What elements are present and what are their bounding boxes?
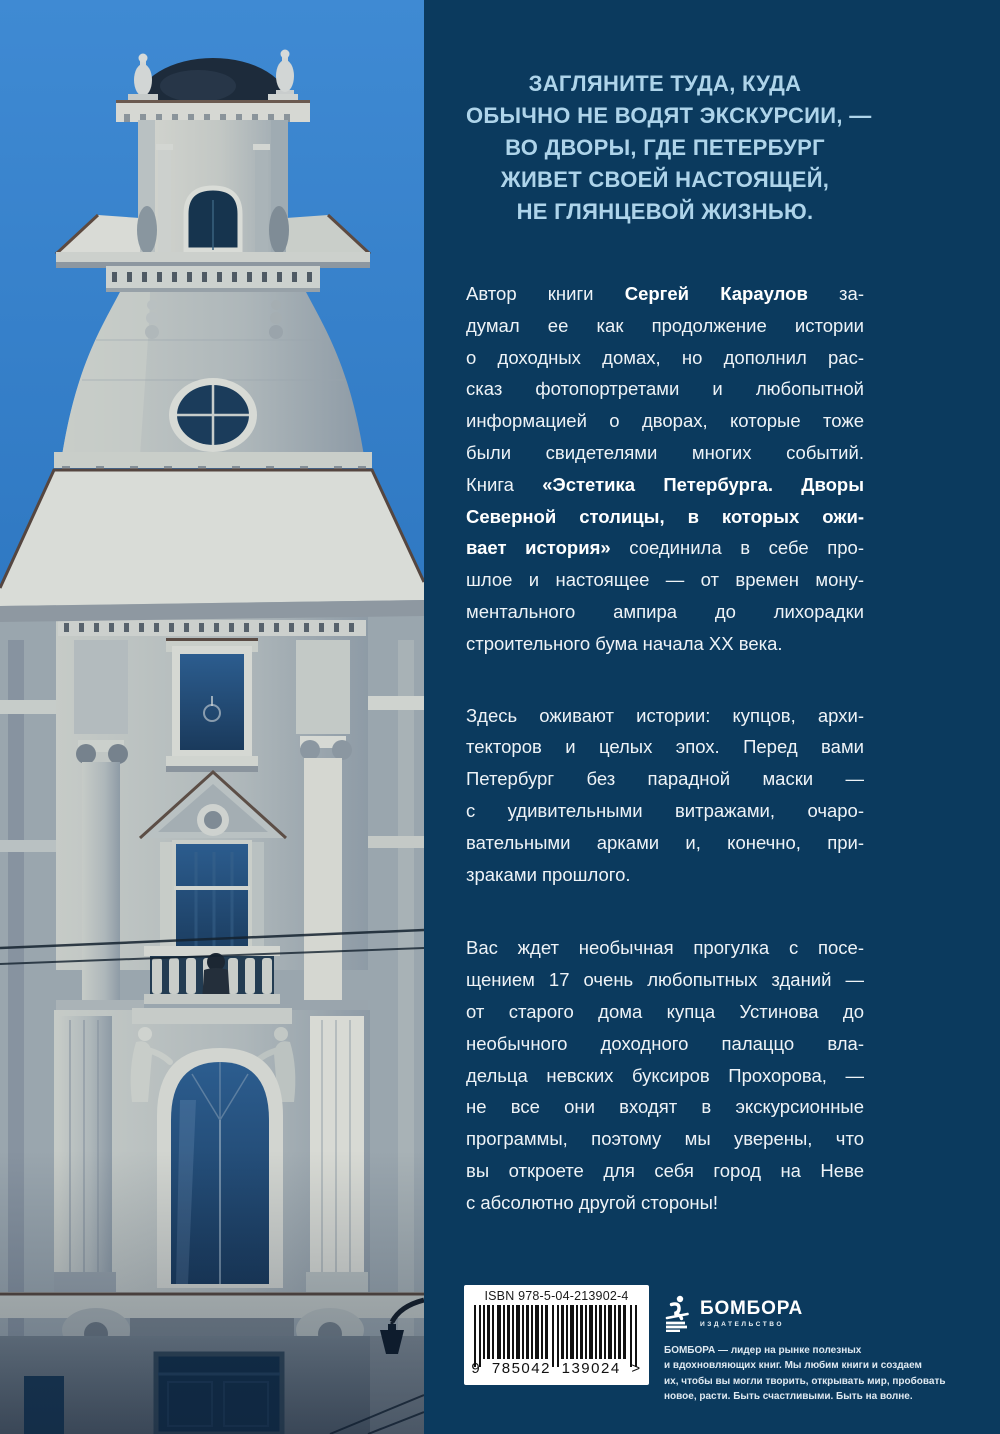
annotation-column bbox=[466, 0, 872, 1219]
dusk-overlay bbox=[0, 1150, 424, 1434]
publisher-logo bbox=[664, 1295, 934, 1332]
publisher-block bbox=[664, 1295, 946, 1405]
publisher-description: БОМБОРА — лидер на рынке полезных и вдохновляющих книг. Мы любим книги и создаем их, чтобы вы могли творить, открывать мир, пробовать новое, расти. Быть счастливыми. Быть на волне. bbox=[664, 1345, 946, 1403]
isbn-label: ISBN 978-5-04-213902-4 bbox=[484, 1289, 629, 1303]
lede-text: ЗАГЛЯНИТЕ ТУДА, КУДА ОБЫЧНО НЕ ВОДЯТ ЭКСКУРСИИ, — ВО ДВОРЫ, ГДЕ ПЕТЕРБУРГ ЖИВЕТ СВОЕЙ НАСТОЯЩЕЙ, НЕ ГЛЯНЦЕВОЙ ЖИЗНЬЮ. bbox=[466, 71, 872, 224]
barcode-digits: 9 785042 139024 > bbox=[471, 1360, 642, 1377]
publisher-name: БОМБОРА bbox=[700, 1298, 804, 1319]
barcode bbox=[464, 1285, 649, 1385]
tower-photo-illustration bbox=[0, 0, 424, 1434]
bombora-surfer-icon bbox=[664, 1295, 691, 1332]
footer bbox=[424, 1283, 1000, 1403]
annotation-paragraph-1: Автор книги Сергей Караулов за- думал ее как продолжение истории о доходных домах, но дополнил рас- сказ фотопортретами и любопытной информацией о дворах, которые тоже были свидетелями многих событий. Книга «Эстетика Петербурга. Дворы Северной столицы, в которых ожи- вает история» соединила в себе про- шлое и настоящее — от времен мону- ментального ампира до лихорадки строительного бума начала XX века. bbox=[466, 283, 864, 654]
publisher-wordmark bbox=[700, 1295, 803, 1328]
dentil-ring bbox=[106, 266, 320, 292]
annotation-paragraph-2: Здесь оживают истории: купцов, архи- текторов и целых эпох. Перед вами Петербург без парадной маски — с удивительными витражами, очаро- вательными арками и, конечно, при- зраками прошлого. bbox=[466, 704, 864, 885]
bell-tier bbox=[62, 292, 364, 456]
annotation-paragraph-3: Вас ждет необычная прогулка с посе- щением 17 очень любопытных зданий — от старого дома купца Устинова до необычного доходного палаццо вла- дельца невских буксиров Прохорова, — не все они входят в экскурсионные программы, поэтому мы уверены, что вы откроете для себя город на Неве с абсолютно другой стороны! bbox=[466, 937, 864, 1213]
cover-photo bbox=[0, 0, 424, 1434]
text-panel bbox=[424, 0, 1000, 1434]
publisher-subtitle: ИЗДАТЕЛЬСТВО bbox=[700, 1321, 784, 1328]
main-cornice bbox=[0, 452, 424, 622]
